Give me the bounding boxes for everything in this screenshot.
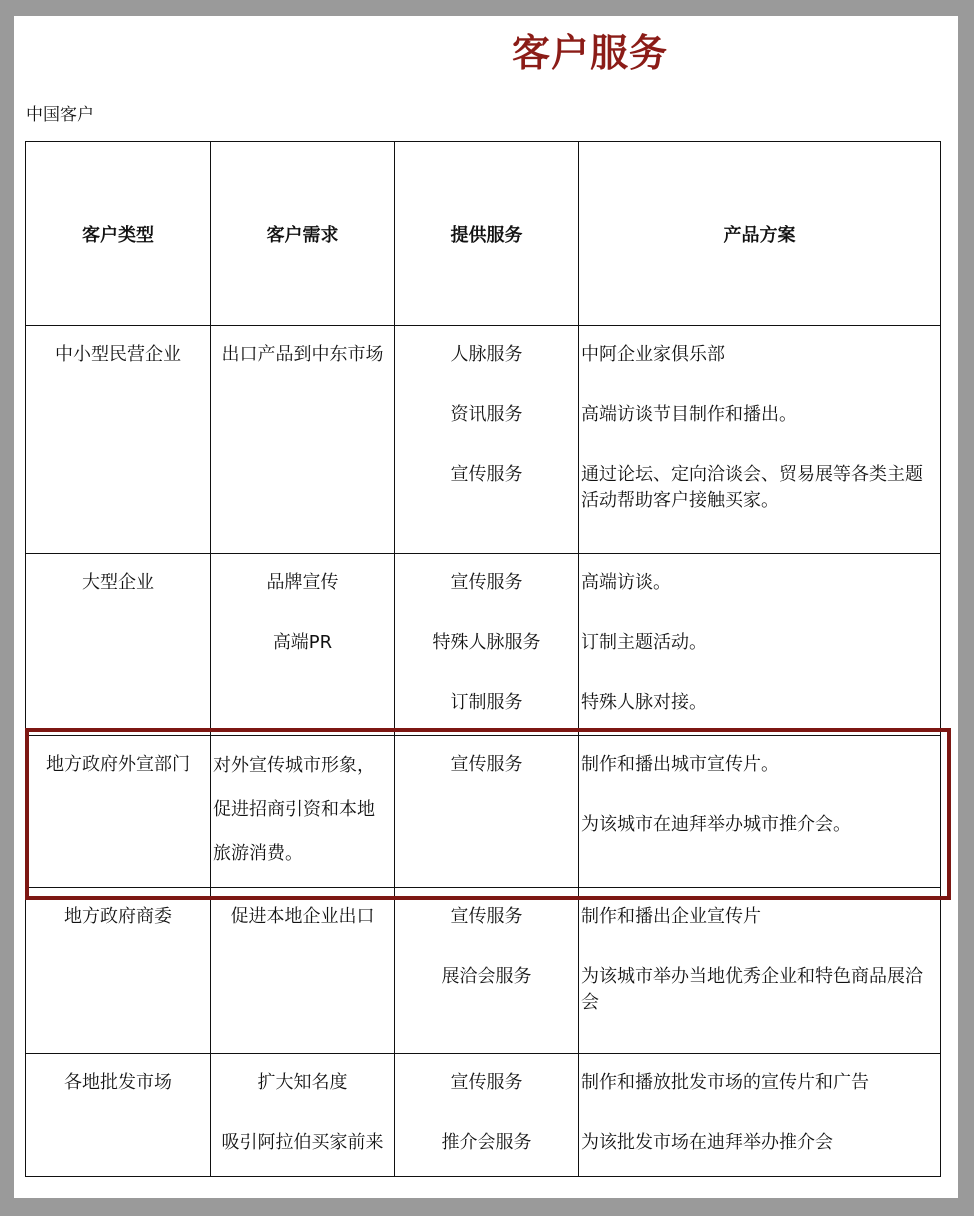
cell-services	[395, 888, 579, 1054]
type-text: 地方政府外宣部门	[46, 754, 190, 775]
service-text: 推介会服务	[441, 1132, 532, 1153]
need-text: 促进本地企业出口	[230, 906, 375, 927]
service-text: 宣传服务	[450, 754, 523, 775]
header-services: 提供服务	[395, 142, 579, 326]
cell-solutions	[579, 326, 941, 554]
header-customer-type: 客户类型	[26, 142, 211, 326]
header-solutions: 产品方案	[579, 142, 941, 326]
table-row	[26, 1054, 941, 1177]
cell-services	[395, 736, 579, 888]
solution-text: 制作和播出企业宣传片	[581, 906, 761, 927]
solution-text: 为该城市在迪拜举办城市推介会。	[581, 814, 851, 835]
solution-text: 中阿企业家俱乐部	[581, 344, 725, 365]
cell-needs	[211, 326, 395, 554]
table-row	[26, 888, 941, 1054]
header-customer-needs: 客户需求	[211, 142, 395, 326]
cell-type	[26, 1054, 211, 1177]
cell-services	[395, 1054, 579, 1177]
type-text: 大型企业	[82, 572, 154, 593]
need-text: 高端PR	[272, 632, 333, 653]
cell-services	[395, 554, 579, 736]
service-text: 宣传服务	[450, 572, 523, 593]
need-text: 吸引阿拉伯买家前来	[221, 1132, 384, 1153]
service-text: 宣传服务	[450, 1072, 523, 1093]
page-title: 客户服务	[512, 30, 669, 75]
solution-text: 特殊人脉对接。	[581, 692, 707, 713]
need-text: 扩大知名度	[257, 1072, 348, 1093]
cell-solutions	[579, 554, 941, 736]
service-text: 特殊人脉服务	[432, 632, 541, 653]
service-text: 宣传服务	[450, 464, 523, 485]
cell-needs	[211, 736, 395, 888]
type-text: 地方政府商委	[64, 906, 172, 927]
cell-type	[26, 326, 211, 554]
solution-text: 为该批发市场在迪拜举办推介会	[581, 1132, 833, 1153]
need-text: 品牌宣传	[266, 572, 339, 593]
section-label: 中国客户	[26, 105, 94, 125]
service-text: 宣传服务	[450, 906, 523, 927]
need-text: 对外宣传城市形象，促进招商引资和本地旅游消费。	[213, 755, 375, 864]
cell-solutions	[579, 736, 941, 888]
cell-solutions	[579, 888, 941, 1054]
solution-text: 高端访谈节目制作和播出。	[581, 404, 797, 425]
cell-type	[26, 554, 211, 736]
service-text: 资讯服务	[450, 404, 523, 425]
solution-text: 制作和播放批发市场的宣传片和广告	[581, 1072, 869, 1093]
table-row	[26, 326, 941, 554]
service-text: 展洽会服务	[441, 966, 532, 987]
service-text: 订制服务	[450, 692, 523, 713]
solution-text: 订制主题活动。	[581, 632, 707, 653]
need-text: 出口产品到中东市场	[221, 344, 384, 365]
cell-needs	[211, 1054, 395, 1177]
table-header-row	[26, 142, 941, 326]
service-text: 人脉服务	[450, 344, 523, 365]
type-text: 各地批发市场	[64, 1072, 172, 1093]
cell-needs	[211, 888, 395, 1054]
cell-solutions	[579, 1054, 941, 1177]
solution-text: 制作和播出城市宣传片。	[581, 754, 779, 775]
cell-needs	[211, 554, 395, 736]
type-text: 中小型民营企业	[55, 344, 181, 365]
cell-type	[26, 736, 211, 888]
solution-text: 高端访谈。	[581, 572, 671, 593]
cell-services	[395, 326, 579, 554]
customer-service-table	[25, 141, 941, 1177]
table-row	[26, 736, 941, 888]
cell-type	[26, 888, 211, 1054]
table-row	[26, 554, 941, 736]
solution-text: 为该城市举办当地优秀企业和特色商品展洽会	[581, 966, 923, 1013]
solution-text: 通过论坛、定向洽谈会、贸易展等各类主题活动帮助客户接触买家。	[581, 464, 923, 511]
